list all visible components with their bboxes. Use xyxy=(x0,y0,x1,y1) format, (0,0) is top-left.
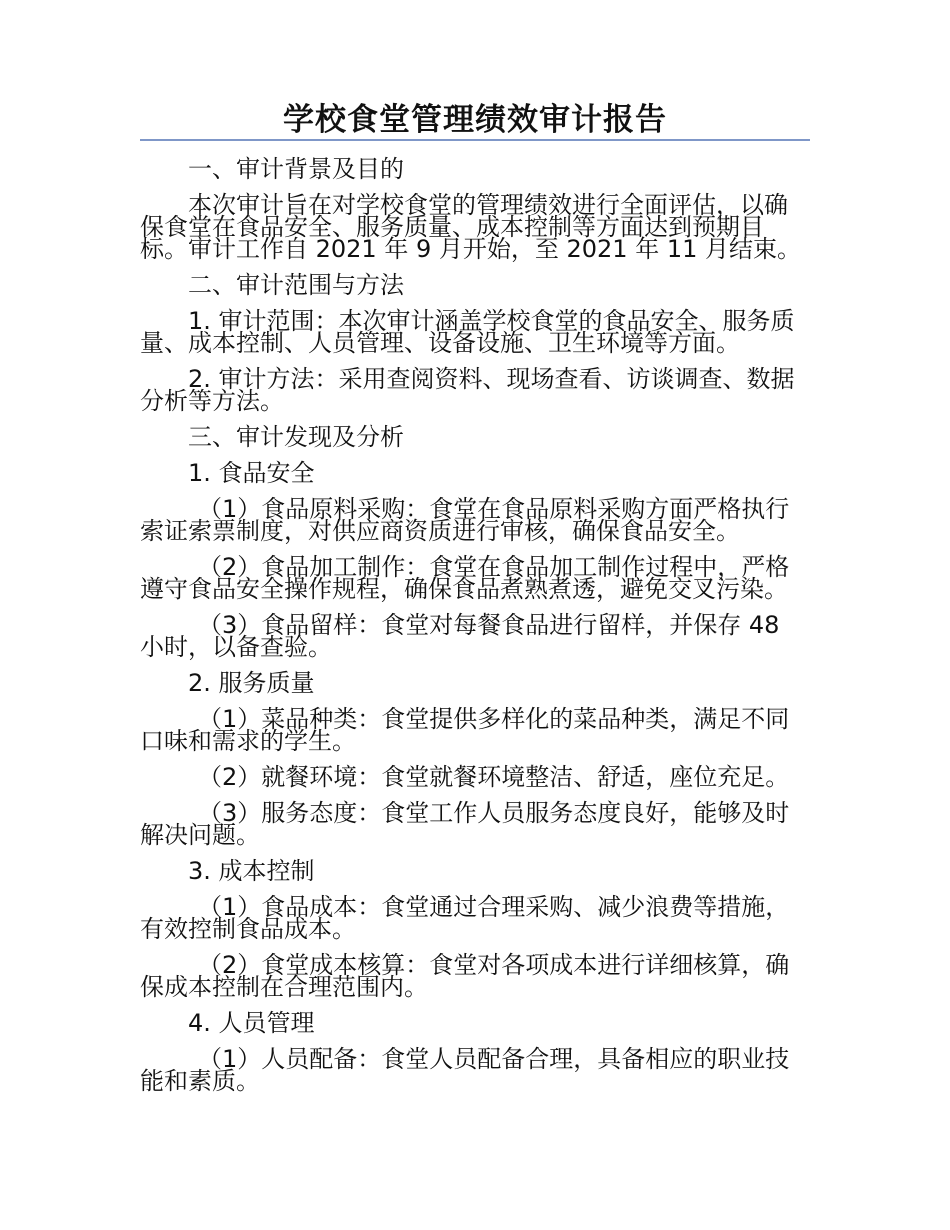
section-heading-background: 一、审计背景及目的 xyxy=(188,155,404,183)
document-body xyxy=(140,155,810,1106)
paragraph-dining-environment: （2）就餐环境：食堂就餐环境整洁、舒适，座位充足。 xyxy=(198,763,790,791)
paragraph-cost-accounting: （2）食堂成本核算：食堂对各项成本进行详细核算，确保成本控制在合理范围内。 xyxy=(140,951,790,1001)
paragraph-food-procurement: （1）食品原料采购：食堂在食品原料采购方面严格执行索证索票制度，对供应商资质进行审核，确保食品安全。 xyxy=(140,495,790,545)
paragraph-service-attitude: （3）服务态度：食堂工作人员服务态度良好，能够及时解决问题。 xyxy=(140,799,790,849)
paragraph-dish-variety: （1）菜品种类：食堂提供多样化的菜品种类，满足不同口味和需求的学生。 xyxy=(140,705,790,755)
paragraph-background: 本次审计旨在对学校食堂的管理绩效进行全面评估，以确保食堂在食品安全、服务质量、成本控制等方面达到预期目标。审计工作自 2021 年 9 月开始，至 2021 年 11 月结束。 xyxy=(140,191,801,263)
document-title: 学校食堂管理绩效审计报告 xyxy=(283,102,667,138)
subheading-cost-control: 3. 成本控制 xyxy=(188,857,315,885)
paragraph-audit-method: 2. 审计方法：采用查阅资料、现场查看、访谈调查、数据分析等方法。 xyxy=(140,365,795,415)
section-heading-findings: 三、审计发现及分析 xyxy=(188,423,404,451)
paragraph-food-processing: （2）食品加工制作：食堂在食品加工制作过程中，严格遵守食品安全操作规程，确保食品煮熟煮透，避免交叉污染。 xyxy=(140,553,790,603)
paragraph-staffing: （1）人员配备：食堂人员配备合理，具备相应的职业技能和素质。 xyxy=(140,1045,790,1095)
paragraph-audit-scope: 1. 审计范围：本次审计涵盖学校食堂的食品安全、服务质量、成本控制、人员管理、设备设施、卫生环境等方面。 xyxy=(140,307,795,357)
subheading-food-safety: 1. 食品安全 xyxy=(188,459,315,487)
subheading-service-quality: 2. 服务质量 xyxy=(188,669,315,697)
subheading-staff-management: 4. 人员管理 xyxy=(188,1009,315,1037)
paragraph-food-cost: （1）食品成本：食堂通过合理采购、减少浪费等措施，有效控制食品成本。 xyxy=(140,893,790,943)
paragraph-food-sampling: （3）食品留样：食堂对每餐食品进行留样，并保存 48 小时，以备查验。 xyxy=(140,611,780,661)
section-heading-scope-method: 二、审计范围与方法 xyxy=(188,271,404,299)
title-underline xyxy=(140,139,810,141)
